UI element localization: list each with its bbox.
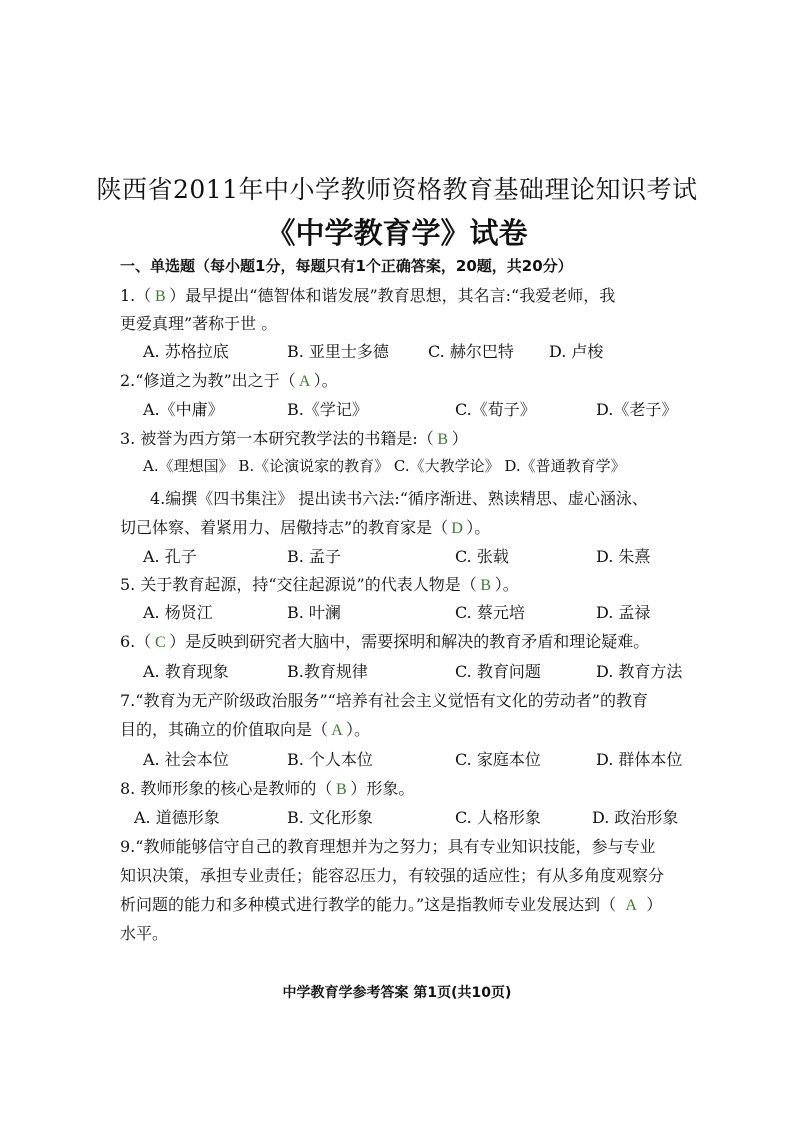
question-5-suffix: ）。 xyxy=(494,575,519,594)
question-8-prefix: 8. 教师形象的核心是教师的（ xyxy=(120,779,333,798)
option-d: D. 群体本位 xyxy=(596,750,683,769)
option-b: B. 叶澜 xyxy=(287,603,341,622)
question-4-prefix: 切己体察、着紧用力、居儆持志”的教育家是（ xyxy=(120,518,449,537)
question-5-answer: B xyxy=(480,577,492,594)
question-3-prefix: 3. 被誉为西方第一本研究教学法的书籍是:（ xyxy=(120,429,434,448)
question-1-continued: 更爱真理”著称于世 。 xyxy=(120,314,278,333)
question-1-prefix: 1.（ xyxy=(120,286,152,305)
option-b: B.《学记》 xyxy=(287,400,368,419)
question-9-suffix: ） xyxy=(646,895,663,914)
question-1-text: ）最早提出“德智体和谐发展”教育思想，其名言:“我爱老师，我 xyxy=(169,286,616,305)
option-c: C. 蔡元培 xyxy=(455,603,525,622)
option-a: A. 孔子 xyxy=(143,547,197,566)
option-b: B. 文化形象 xyxy=(287,808,373,827)
question-1 xyxy=(120,283,615,306)
question-5 xyxy=(120,572,519,595)
question-2-suffix: ）。 xyxy=(313,371,338,390)
question-9-line-3 xyxy=(120,892,662,915)
option-d: D. 孟禄 xyxy=(596,603,651,622)
option-a: A.《中庸》 xyxy=(143,400,224,419)
question-9: 9.“教师能够信守自己的教育理想并为之努力；具有专业知识技能，参与专业 xyxy=(120,837,656,856)
exam-title: 陕西省2011年中小学教师资格教育基础理论知识考试 xyxy=(96,175,698,204)
option-b: B. 亚里士多德 xyxy=(287,342,389,361)
question-7-continued xyxy=(120,717,370,740)
question-4-continued xyxy=(120,515,490,538)
question-7: 7.“教育为无产阶级政治服务”“培养有社会主义觉悟有文化的劳动者”的教育 xyxy=(120,691,648,710)
question-4-suffix: ）。 xyxy=(466,518,491,537)
question-2-answer: A xyxy=(298,373,311,390)
question-3-answer: B xyxy=(437,431,449,448)
question-9-prefix: 析问题的能力和多种模式进行教学的能力。”这是指教师专业发展达到（ xyxy=(120,895,617,914)
option-c: C. 家庭本位 xyxy=(455,750,541,769)
question-7-answer: A xyxy=(331,722,343,739)
question-9-answer: A xyxy=(625,897,637,914)
exam-subtitle: 《中学教育学》试卷 xyxy=(266,216,528,250)
question-7-prefix: 目的，其确立的价值取向是（ xyxy=(120,720,329,739)
page-footer: 中学教育学参考答案 第1页(共10页) xyxy=(282,985,512,1001)
option-c: C.《荀子》 xyxy=(455,400,536,419)
question-2-prefix: 2.“修道之为教”出之于（ xyxy=(120,371,296,390)
question-3 xyxy=(120,426,468,449)
option-c: C. 教育问题 xyxy=(455,662,541,681)
question-6-answer: C xyxy=(154,634,166,651)
option-a: A. 苏格拉底 xyxy=(143,342,229,361)
option-c: C. 人格形象 xyxy=(455,808,541,827)
question-9-line-4: 水平。 xyxy=(120,924,169,943)
option-a: A. 道德形象 xyxy=(134,808,220,827)
option-c: C. 张载 xyxy=(455,547,509,566)
option-d: D. 卢梭 xyxy=(549,342,604,361)
option-c: C. 赫尔巴特 xyxy=(428,342,514,361)
question-5-prefix: 5. 关于教育起源，持“交往起源说”的代表人物是（ xyxy=(120,575,477,594)
option-a: A. 教育现象 xyxy=(143,662,229,681)
question-4: 4.编撰《四书集注》 提出读书六法:“循序渐进、熟读精思、虚心涵泳、 xyxy=(150,489,648,508)
question-1-answer: B xyxy=(154,288,166,305)
question-9-line-2: 知识决策，承担专业责任；能容忍压力，有较强的适应性；有从多角度观察分 xyxy=(120,866,665,885)
option-a: A. 杨贤江 xyxy=(143,603,213,622)
option-b: B.教育规律 xyxy=(287,662,368,681)
question-6 xyxy=(120,629,649,652)
section-heading: 一、单选题（每小题1分，每题只有1个正确答案，20题，共20分） xyxy=(120,257,573,275)
option-a: A. 社会本位 xyxy=(143,750,229,769)
question-8 xyxy=(120,776,414,799)
option-d: D. 政治形象 xyxy=(592,808,679,827)
option-d: D. 朱熹 xyxy=(596,547,651,566)
question-8-answer: B xyxy=(336,781,347,798)
question-6-suffix: ）是反映到研究者大脑中，需要探明和解决的教育矛盾和理论疑难。 xyxy=(169,632,650,651)
question-4-answer: D xyxy=(451,520,463,537)
question-3-options: A.《理想国》 B.《论演说家的教育》 C.《大教学论》 D.《普通教育学》 xyxy=(143,457,626,475)
option-d: D.《老子》 xyxy=(596,400,678,419)
option-d: D. 教育方法 xyxy=(596,662,683,681)
question-7-suffix: ）。 xyxy=(346,720,371,739)
option-b: B. 个人本位 xyxy=(287,750,373,769)
question-8-suffix: ）形象。 xyxy=(350,779,415,798)
option-b: B. 孟子 xyxy=(287,547,341,566)
question-6-prefix: 6.（ xyxy=(120,632,152,651)
question-2 xyxy=(120,368,338,391)
question-3-suffix: ） xyxy=(451,429,468,448)
